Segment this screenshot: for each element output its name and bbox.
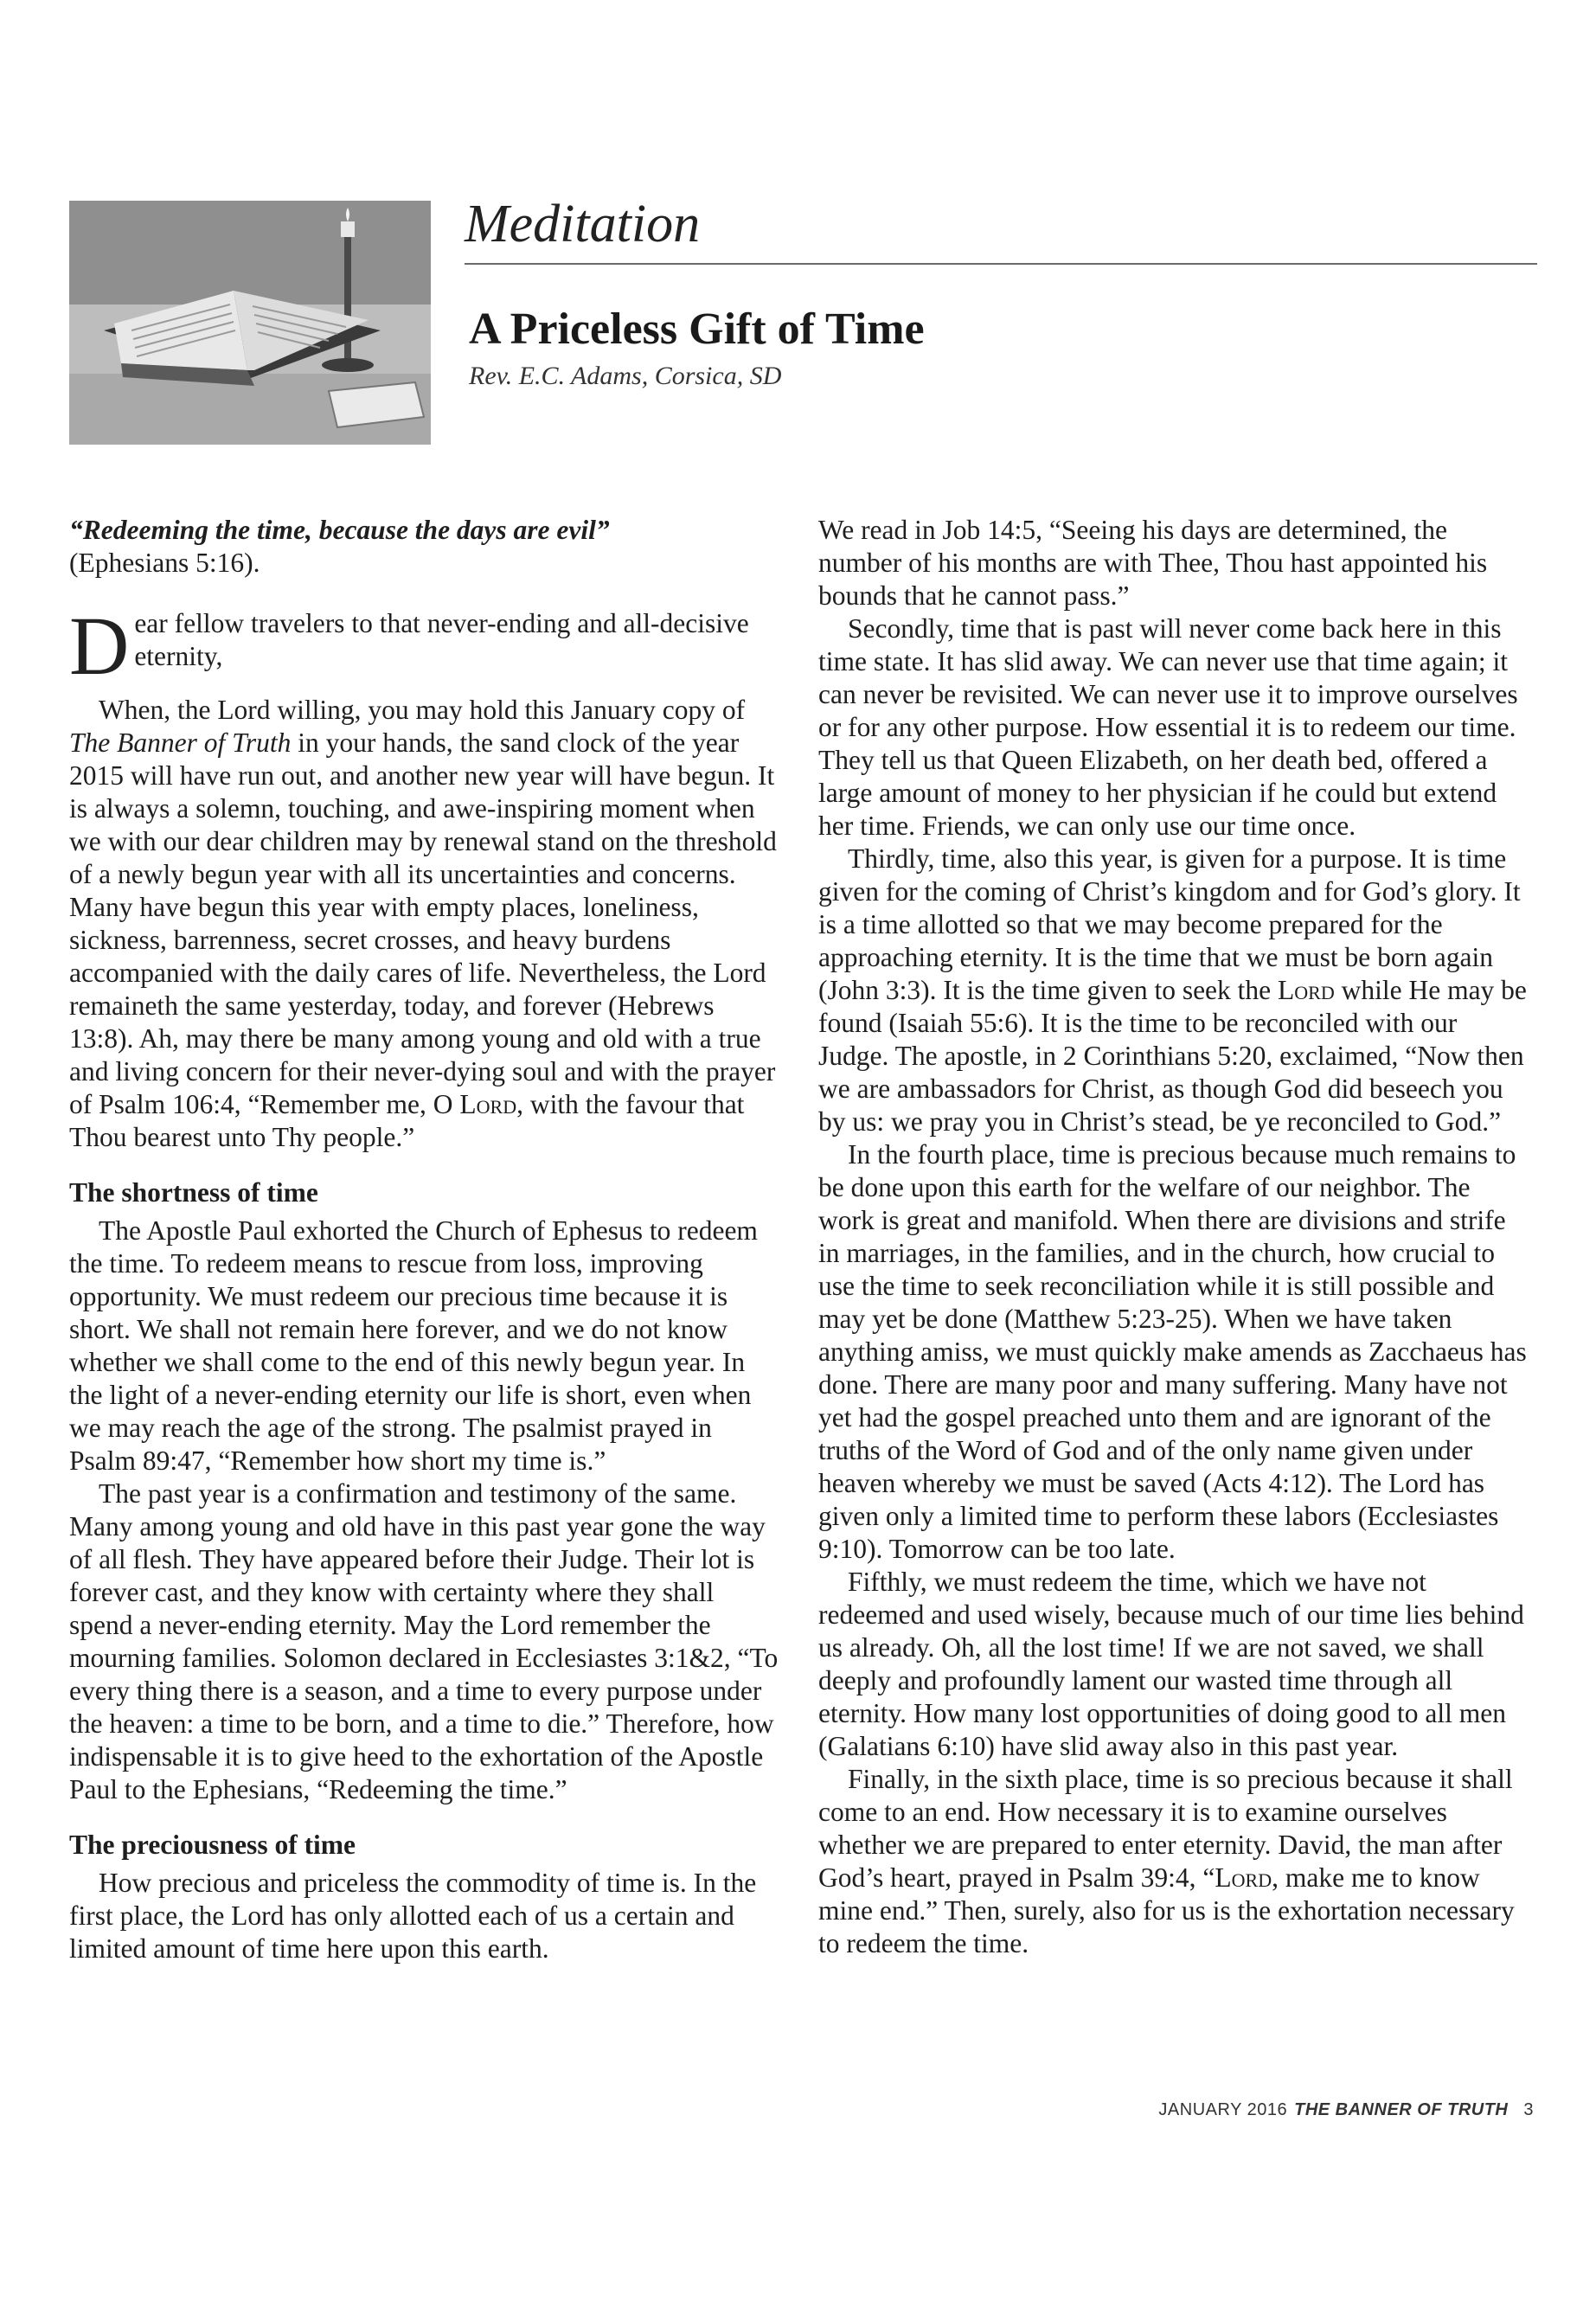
- magazine-name: THE BANNER OF TRUTH: [1294, 2100, 1509, 2119]
- open-bible-candlestick-icon: [69, 201, 431, 445]
- paragraph-preciousness-1: How precious and priceless the commodity of time is. In the first place, the Lord has only allotted each of us a certain and limited amount of time here upon this earth.: [69, 1868, 757, 1964]
- paragraph-intro-end: , with the favour that Thou bearest unto Thy people.”: [69, 1089, 745, 1152]
- section-rule: [465, 263, 1537, 265]
- paragraph-finally-text: Finally, in the sixth place, time is so precious because it shall come to an end. How necessary it is to examine ourselves whether we are prepared to enter eternity. David, the man after God’s heart, prayed in Psalm 39:4, “: [818, 1764, 1513, 1893]
- magazine-title-reference: The Banner of Truth: [69, 727, 292, 758]
- subheading-shortness: The shortness of time: [69, 1177, 318, 1208]
- paragraph-fifthly: Fifthly, we must redeem the time, which we have not redeemed and used wisely, because much of our time lies behind us already. Oh, all the lost time! If we are not saved, we shall deeply and profoundly lament our wasted time through all eternity. How many lost opportunities of doing good to all men (Galatians 6:10) have slid away also in this past year.: [818, 1567, 1524, 1761]
- issue-date: JANUARY 2016: [1158, 2100, 1288, 2119]
- page-footer: [1158, 2100, 1534, 2120]
- left-column: [69, 514, 780, 1965]
- byline: Rev. E.C. Adams, Corsica, SD: [469, 362, 782, 390]
- paragraph-shortness-2: The past year is a confirmation and testimony of the same. Many among young and old have in this past year gone the way of all flesh. They have appeared before their Judge. Their lot is forever cast, and they know with certainty where they shall spend a never-ending eternity. May the Lord remember the mourning families. Solomon declared in Ecclesiastes 3:1&2, “To every thing there is a season, and a time to every purpose under the heaven: a time to be born, and a time to die.” Therefore, how indispensable it is to give heed to the exhortation of the Apostle Paul to the Ephesians, “Redeeming the time.”: [69, 1478, 779, 1804]
- lord-smallcaps: Lord: [1278, 975, 1335, 1005]
- epigraph: [69, 514, 780, 580]
- paragraph-thirdly-text-2: while He may be found (Isaiah 55:6). It is the time to be reconciled with our Judge. The apostle, in 2 Corinthians 5:20, exclaimed, “Now then we are ambassadors for Christ, as though God did beseech you by us: we pray you in Christ’s stead, be ye reconciled to God.”: [818, 975, 1527, 1137]
- subheading-preciousness: The preciousness of time: [69, 1830, 356, 1860]
- article-title: A Priceless Gift of Time: [469, 304, 925, 354]
- lord-smallcaps: Lord: [459, 1089, 517, 1119]
- epigraph-reference: (Ephesians 5:16).: [69, 548, 260, 578]
- paragraph-job: We read in Job 14:5, “Seeing his days are determined, the number of his months are with Thee, Thou hast appointed his bounds that he cannot pass.”: [818, 515, 1488, 611]
- paragraph-intro: [69, 694, 780, 1154]
- paragraph-secondly: Secondly, time that is past will never come back here in this time state. It has slid away. We can never use that time again; it can never be revisited. We can never use it to improve ourselves or for any other purpose. How essential it is to redeem our time. They tell us that Queen Elizabeth, on her death bed, offered a large amount of money to her physician if he could but extend her time. Friends, we can only use our time once.: [818, 613, 1518, 841]
- open-bible-illustration: [69, 201, 431, 445]
- paragraph-shortness-1: The Apostle Paul exhorted the Church of Ephesus to redeem the time. To redeem means to rescue from loss, improving opportunity. We must redeem our precious time because it is short. We shall not remain here forever, and we do not know whether we shall come to the end of this newly begun year. In the light of a never-ending eternity our life is short, even when we may reach the age of the strong. The psalmist prayed in Psalm 89:47, “Remember how short my time is.”: [69, 1215, 758, 1476]
- salutation-text: ear fellow travelers to that never-ending and all-decisive eternity,: [134, 608, 749, 671]
- salutation: [69, 599, 780, 692]
- paragraph-intro-text: When, the Lord willing, you may hold this January copy of: [99, 695, 746, 725]
- paragraph-finally: [818, 1763, 1529, 1960]
- paragraph-intro-text-2: in your hands, the sand clock of the year 2015 will have run out, and another new year will have begun. It is always a solemn, touching, and awe-inspiring moment when we with our dear children may by renewal stand on the threshold of a newly begun year with all its uncertainties and concerns. Many have begun this year with empty places, loneliness, sickness, barrenness, secret crosses, and heavy burdens accompanied with the daily cares of life. Nevertheless, the Lord remaineth the same yesterday, today, and forever (Hebrews 13:8). Ah, may there be many among young and old with a true and living concern for their never-dying soul and with the prayer of Psalm 106:4, “Remember me, O: [69, 727, 777, 1119]
- epigraph-quote: “Redeeming the time, because the days are evil”: [69, 515, 610, 545]
- right-column: [818, 514, 1529, 1960]
- paragraph-thirdly: [818, 843, 1529, 1138]
- page-number: 3: [1523, 2100, 1534, 2119]
- paragraph-thirdly-text: Thirdly, time, also this year, is given for a purpose. It is time given for the coming of Christ’s kingdom and for God’s glory. It is a time allotted so that we may become prepared for the approaching eternity. It is the time that we must be born again (John 3:3). It is the time given to seek the: [818, 843, 1521, 1005]
- lord-smallcaps: Lord: [1215, 1862, 1272, 1893]
- paragraph-finally-text-2: , make me to know mine end.” Then, surely, also for us is the exhortation necessary to redeem the time.: [818, 1862, 1515, 1958]
- paragraph-fourth: In the fourth place, time is precious because much remains to be done upon this earth for the welfare of our neighbor. The work is great and manifold. When there are divisions and strife in marriages, in the families, and in the church, how crucial to use the time to seek reconciliation while it is still possible and may yet be done (Matthew 5:23-25). When we have taken anything amiss, we must quickly make amends as Zacchaeus has done. There are many poor and many suffering. Many have not yet had the gospel preached unto them and are ignorant of the truths of the Word of God and of the only name given under heaven whereby we must be saved (Acts 4:12). The Lord has given only a limited time to perform these labors (Ecclesiastes 9:10). Tomorrow can be too late.: [818, 1139, 1527, 1564]
- section-label: Meditation: [465, 195, 701, 253]
- drop-cap: D: [69, 599, 130, 692]
